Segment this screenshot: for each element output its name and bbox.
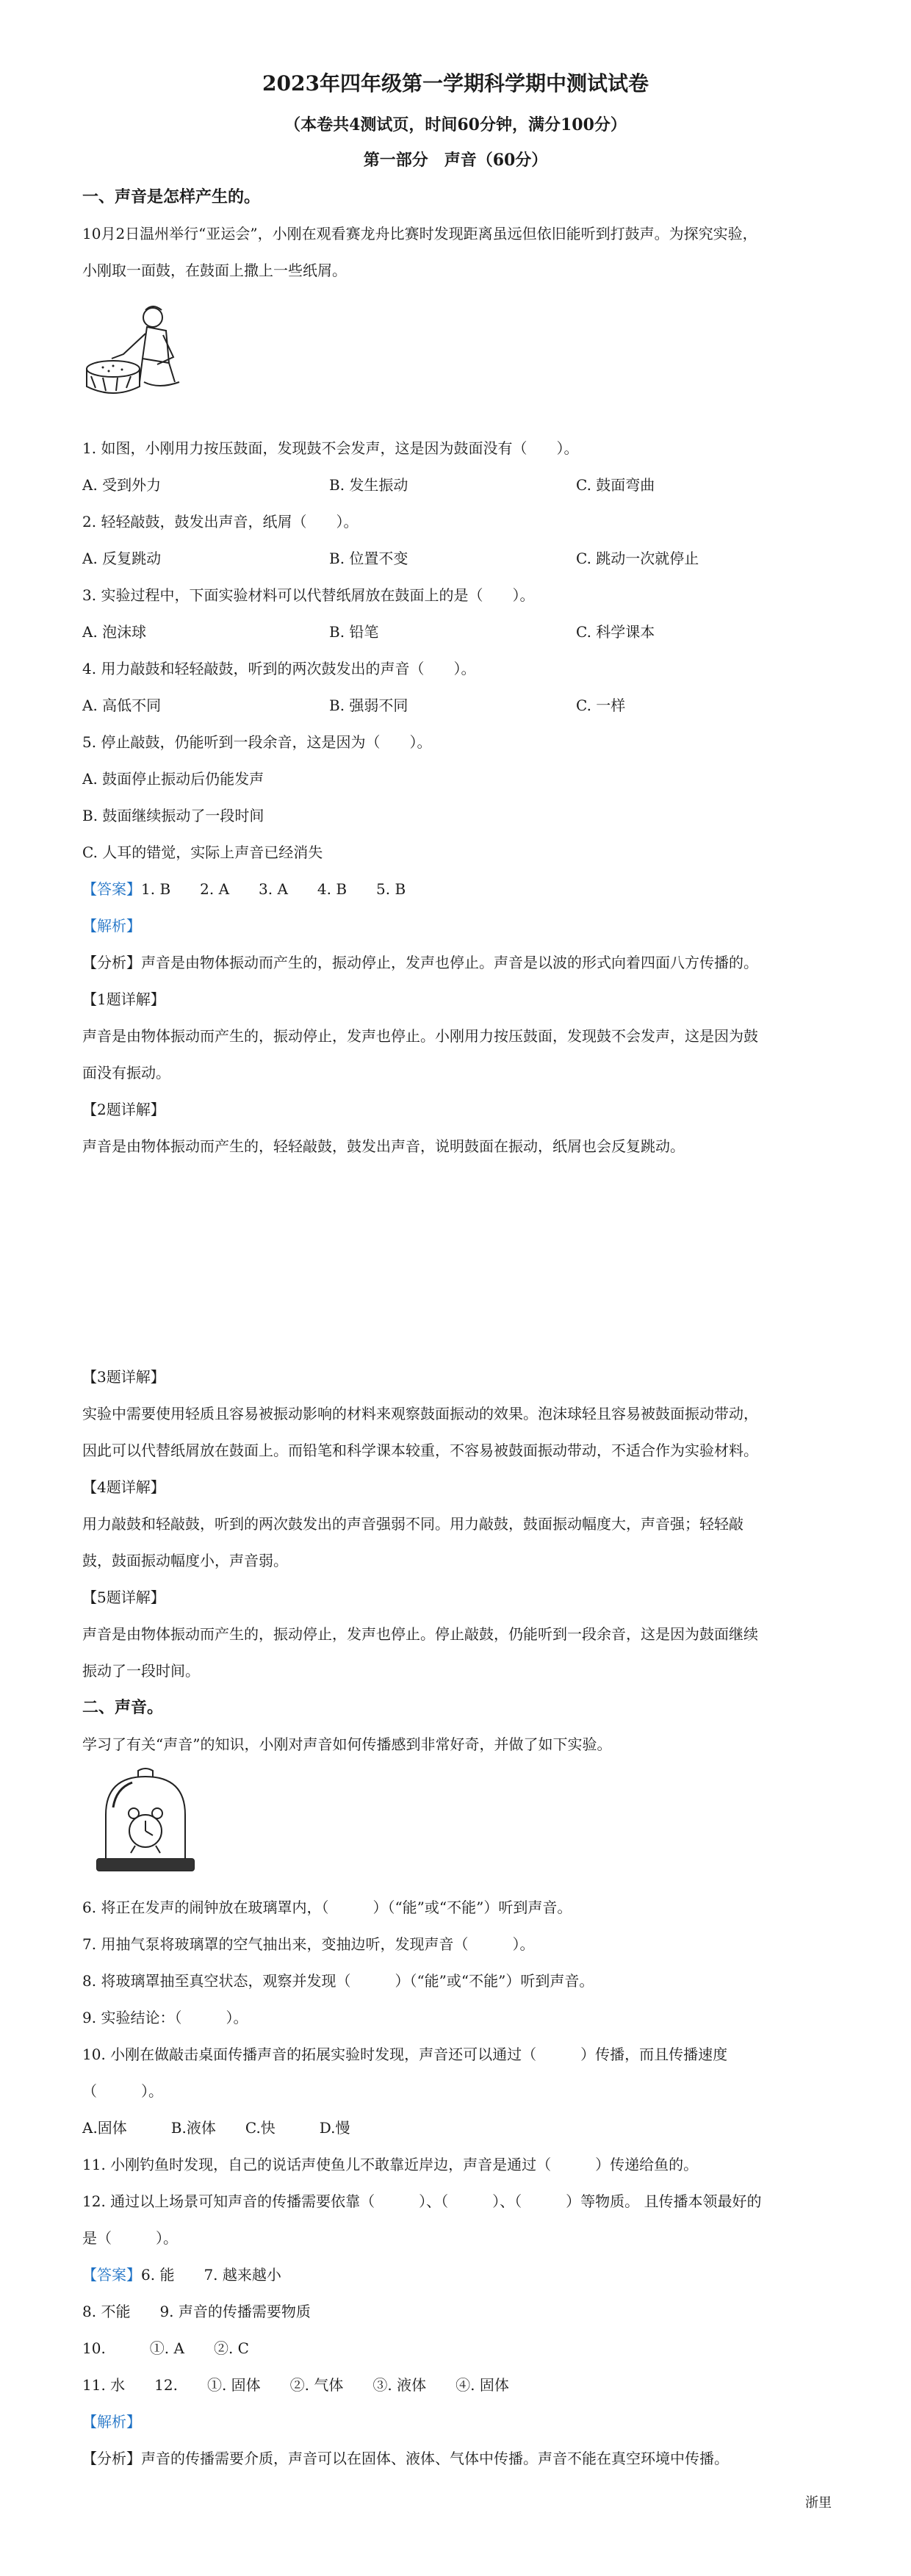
q5-option-c: C. 人耳的错觉，实际上声音已经消失 [82,843,323,861]
question-12-line-1: 12. 通过以上场景可知声音的传播需要依靠（ ）、（ ）、（ ）等物质。 且传播本领最好的 [82,2192,762,2210]
question-9: 9. 实验结论：（ ）。 [82,2009,248,2026]
question-4: 4. 用力敲鼓和轻轻敲鼓，听到的两次鼓发出的声音（ ）。 [82,660,476,677]
detail-5-line-2: 振动了一段时间。 [82,1662,200,1680]
q4-option-c: C. 一样 [576,697,626,714]
part-title: 第一部分 声音（60分） [363,151,548,170]
intro-line-2: 小刚取一面鼓，在鼓面上撒上一些纸屑。 [82,262,347,279]
analysis-line-1 [82,952,758,973]
answer-line-1 [82,879,406,899]
footer-mark: 浙里 [805,2495,832,2511]
detail-5-tag: 【5题详解】 [82,1589,165,1606]
q1-option-b: B. 发生振动 [329,476,408,494]
answer-tag: 【答案】 [82,880,141,898]
question-8: 8. 将玻璃罩抽至真空状态，观察并发现（ ）（“能”或“不能”）听到声音。 [82,1972,594,1990]
intro-line-1: 10月2日温州举行“亚运会”，小刚在观看赛龙舟比赛时发现距离虽远但依旧能听到打鼓声。为探究实验， [82,225,757,242]
question-7: 7. 用抽气泵将玻璃罩的空气抽出来，变抽边听，发现声音（ ）。 [82,1935,535,1953]
q2-option-a: A. 反复跳动 [82,550,162,567]
analysis-tag-2: 【解析】 [82,2413,141,2431]
fenxi-tag: 【分析】 [82,954,141,971]
answer-values-b: 8. 不能 9. 声音的传播需要物质 [82,2303,311,2320]
detail-3-line-1: 实验中需要使用轻质且容易被振动影响的材料来观察鼓面振动的效果。泡沫球轻且容易被鼓面振动带动， [82,1405,758,1422]
section-1-heading: 一、声音是怎样产生的。 [82,187,261,206]
exam-title: 2023年四年级第一学期科学期中测试试卷 [262,71,649,96]
question-12-line-2: 是（ ）。 [82,2229,178,2247]
answer-values-d: 11. 水 12. ①. 固体 ②. 气体 ③. 液体 ④. 固体 [82,2376,509,2394]
drum-experiment-illustration [81,301,206,411]
question-2: 2. 轻轻敲鼓，鼓发出声音，纸屑（ ）。 [82,513,359,530]
detail-3-tag: 【3题详解】 [82,1368,165,1386]
detail-5-line-1: 声音是由物体振动而产生的，振动停止，发声也停止。停止敲鼓，仍能听到一段余音，这是因为鼓面继续 [82,1625,758,1643]
question-3: 3. 实验过程中，下面实验材料可以代替纸屑放在鼓面上的是（ ）。 [82,586,535,604]
detail-1-line-2: 面没有振动。 [82,1064,170,1082]
q2-option-c: C. 跳动一次就停止 [576,550,699,567]
q5-option-b: B. 鼓面继续振动了一段时间 [82,807,264,824]
q5-option-a: A. 鼓面停止振动后仍能发声 [82,770,264,788]
fenxi-tag-2: 【分析】 [82,2450,141,2467]
q1-option-c: C. 鼓面弯曲 [576,476,655,494]
q4-option-a: A. 高低不同 [82,697,162,714]
detail-2-tag: 【2题详解】 [82,1101,165,1118]
question-10-line-1: 10. 小刚在做敲击桌面传播声音的拓展实验时发现，声音还可以通过（ ）传播，而且传播速度 [82,2046,728,2063]
answer-values: 1. B 2. A 3. A 4. B 5. B [141,880,406,898]
q2-option-b: B. 位置不变 [329,550,408,567]
fenxi-text: 声音是由物体振动而产生的，振动停止，发声也停止。声音是以波的形式向着四面八方传播的。 [141,954,758,971]
exam-subtitle: （本卷共4测试页，时间60分钟，满分100分） [284,115,627,134]
question-5: 5. 停止敲鼓，仍能听到一段余音，这是因为（ ）。 [82,733,432,751]
detail-4-tag: 【4题详解】 [82,1478,165,1496]
q3-option-c: C. 科学课本 [576,623,655,641]
question-10-line-2: （ ）。 [82,2082,163,2100]
detail-2-line-1: 声音是由物体振动而产生的，轻轻敲鼓，鼓发出声音，说明鼓面在振动，纸屑也会反复跳动。 [82,1137,685,1155]
detail-3-line-2: 因此可以代替纸屑放在鼓面上。而铅笔和科学课本较重，不容易被鼓面振动带动，不适合作为实验材料。 [82,1442,758,1459]
q1-option-a: A. 受到外力 [82,476,162,494]
question-6: 6. 将正在发声的闹钟放在玻璃罩内，（ ）（“能”或“不能”）听到声音。 [82,1899,572,1916]
bell-jar-illustration [87,1763,204,1881]
detail-4-line-2: 鼓，鼓面振动幅度小，声音弱。 [82,1552,288,1569]
question-11: 11. 小刚钓鱼时发现，自己的说话声使鱼儿不敢靠近岸边，声音是通过（ ）传递给鱼的。 [82,2156,699,2173]
q3-option-b: B. 铅笔 [329,623,379,641]
detail-4-line-1: 用力敲鼓和轻敲鼓，听到的两次鼓发出的声音强弱不同。用力敲鼓，鼓面振动幅度大，声音强；轻轻敲 [82,1515,743,1533]
analysis-tag-1: 【解析】 [82,917,141,935]
answer-tag-2: 【答案】 [82,2266,141,2284]
fenxi-text-2: 声音的传播需要介质，声音可以在固体、液体、气体中传播。声音不能在真空环境中传播。 [141,2450,729,2467]
question-10-options: A.固体 B.液体 C.快 D.慢 [82,2119,350,2137]
answer-values-a: 6. 能 7. 越来越小 [141,2266,281,2284]
answer-line-2 [82,2264,281,2285]
detail-1-line-1: 声音是由物体振动而产生的，振动停止，发声也停止。小刚用力按压鼓面，发现鼓不会发声，这是因为鼓 [82,1027,758,1045]
detail-1-tag: 【1题详解】 [82,990,165,1008]
analysis-line-2 [82,2448,729,2469]
q4-option-b: B. 强弱不同 [329,697,408,714]
q3-option-a: A. 泡沫球 [82,623,147,641]
answer-values-c: 10. ①. A ②. C [82,2339,249,2357]
question-1: 1. 如图，小刚用力按压鼓面，发现鼓不会发声，这是因为鼓面没有（ ）。 [82,439,579,457]
section-2-intro: 学习了有关“声音”的知识，小刚对声音如何传播感到非常好奇，并做了如下实验。 [82,1735,612,1753]
section-2-heading: 二、声音。 [82,1698,164,1717]
